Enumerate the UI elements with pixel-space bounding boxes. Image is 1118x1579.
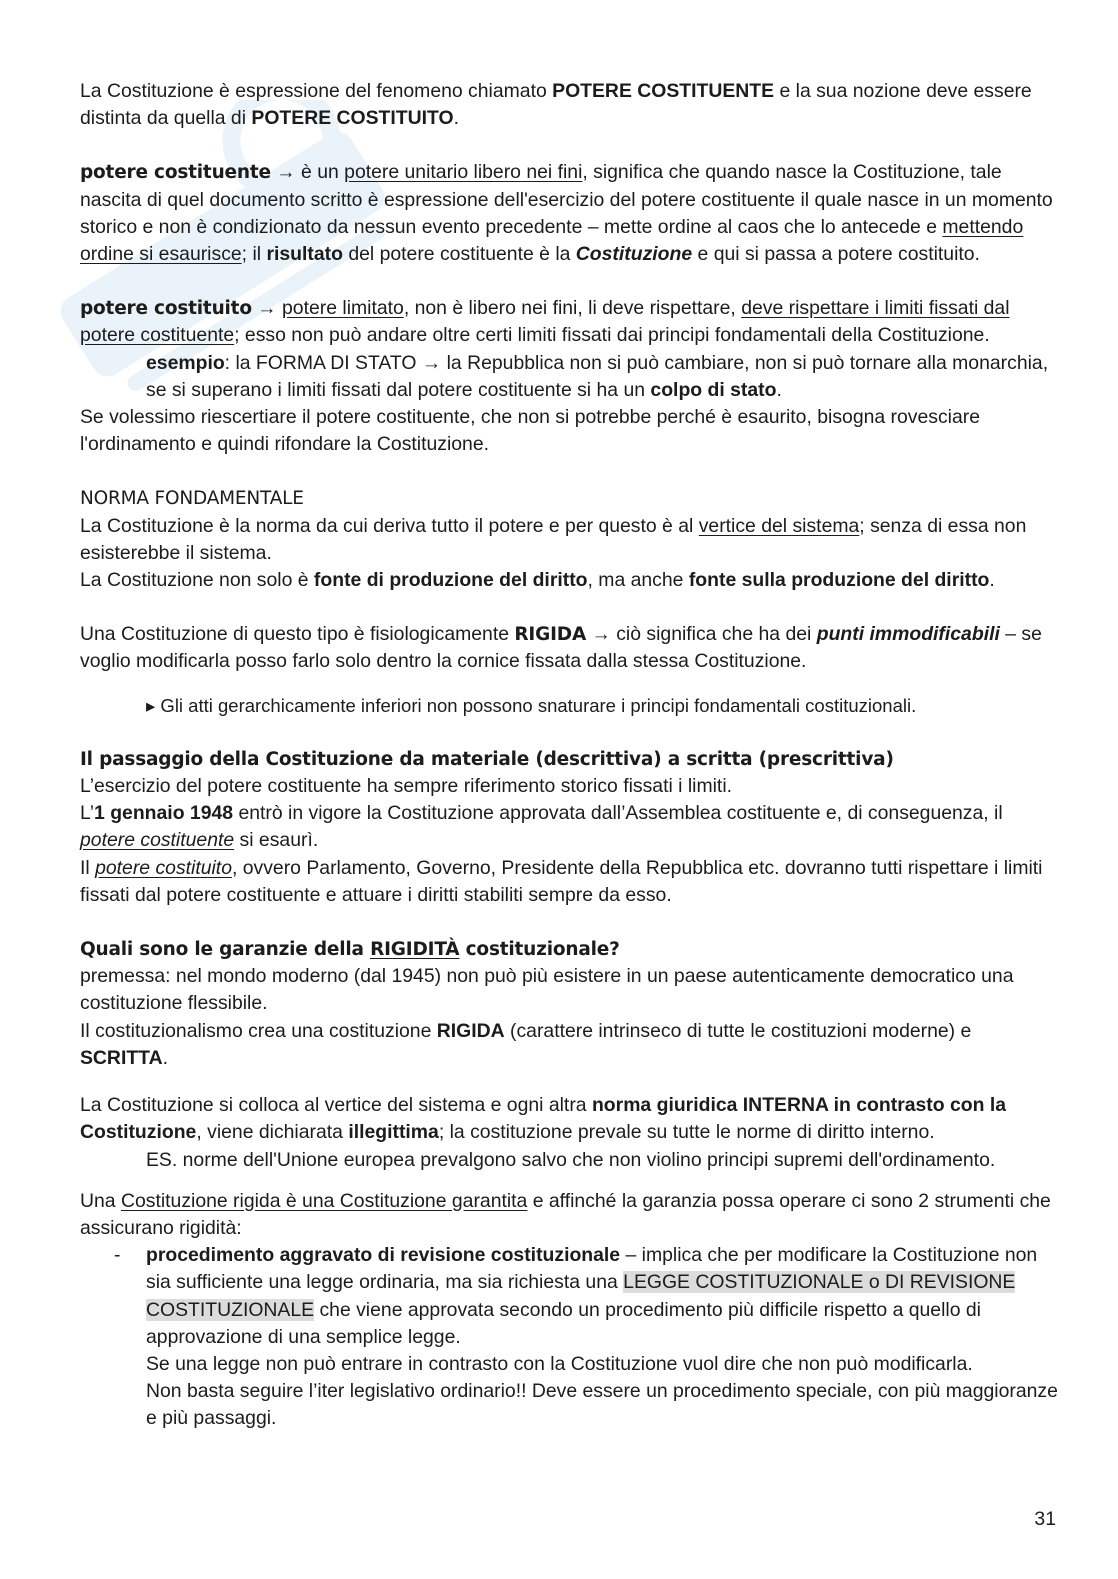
text: che viene approvata secondo un procedimento più difficile rispetto a quello di approvazione di una semplice legge.	[146, 1298, 981, 1348]
garanzie-heading	[80, 936, 1060, 963]
bold-text: risultato	[266, 243, 343, 266]
bold-text: SCRITTA	[80, 1046, 163, 1069]
term-label: potere costituente	[80, 162, 271, 184]
bold-text: colpo di stato	[650, 378, 777, 401]
text: .	[453, 107, 459, 130]
text: Una	[80, 1189, 121, 1212]
text: La Costituzione è la norma da cui deriva tutto il potere e per questo è al	[80, 514, 699, 537]
text: ; senza di essa non esisterebbe il sistema.	[80, 514, 1027, 564]
text: .	[776, 378, 782, 401]
potere-costituito-paragraph	[80, 295, 1060, 349]
underlined-text: vertice del sistema	[698, 514, 860, 537]
text: Il costituzionalismo crea una costituzione	[80, 1019, 437, 1042]
text: Il	[80, 856, 96, 879]
text: La Costituzione non solo è	[80, 569, 314, 592]
norma-paragraph	[80, 513, 1060, 567]
text: , significa che quando nasce la Costituzione, tale nascita di quel documento scritto è espressione dell'esercizio del potere costituente il quale nasce in un momento storico e non è condizionato da nessun evento precedente – mette ordine al caos che lo antecede e	[80, 161, 1053, 238]
costituito-paragraph	[80, 855, 1060, 909]
garantita-paragraph	[80, 1188, 1060, 1242]
text: – se voglio modificarla posso farlo solo dentro la cornice fissata dalla stessa Costituzione.	[80, 623, 1042, 673]
term-label: RIGIDA	[514, 624, 587, 646]
text: La Costituzione è espressione del fenomeno chiamato	[80, 80, 553, 102]
bold-text: POTERE COSTITUITO	[251, 107, 454, 130]
underlined-text: potere unitario libero nei fini	[344, 161, 583, 184]
text: si esaurì.	[234, 829, 319, 852]
text: (carattere intrinseco di tutte le costituzioni moderne) e	[504, 1019, 972, 1042]
bold-text: norma giuridica INTERNA in contrasto con la Costituzione	[80, 1094, 1007, 1144]
text: ; la costituzione prevale su tutte le norme di diritto interno.	[438, 1121, 935, 1144]
highlighted-text: LEGGE COSTITUZIONALE o DI REVISIONE COSTITUZIONALE	[146, 1271, 1016, 1321]
bold-text: fonte sulla produzione del diritto	[688, 569, 990, 592]
bold-text: procedimento aggravato di revisione costituzionale	[146, 1244, 621, 1267]
norma-fondamentale-heading: NORMA FONDAMENTALE	[80, 488, 304, 510]
text: e affinché la garanzia possa operare ci sono 2 strumenti che assicurano rigidità:	[80, 1189, 1051, 1239]
intro-paragraph	[80, 78, 1060, 132]
text: →	[251, 297, 283, 320]
fonte-paragraph	[80, 567, 1060, 594]
underlined-text: Costituzione rigida è una Costituzione garantita	[120, 1189, 528, 1212]
text: : la FORMA DI STATO → la Repubblica non si può cambiare, non si può tornare alla monarchia, se si superano i limiti fissati dal potere costituente si ha un	[146, 351, 1049, 401]
passaggio-heading: Il passaggio della Costituzione da materiale (descrittiva) a scritta (prescrittiva)	[80, 748, 894, 770]
underlined-text: RIGIDITÀ	[370, 939, 460, 961]
text: → è un	[270, 161, 345, 184]
underlined-text: deve rispettare i limiti fissati dal potere costituente	[80, 297, 1010, 347]
text: , non è libero nei fini, li deve rispettare,	[403, 297, 742, 320]
text: Quali sono le garanzie della	[80, 939, 371, 961]
text: La Costituzione si colloca al vertice del sistema e ogni altra	[80, 1094, 592, 1117]
potere-costituente-paragraph	[80, 159, 1060, 268]
list-item-text: Non basta seguire l’iter legislativo ordinario!! Deve essere un procedimento speciale, con più maggioranze e più passaggi.	[146, 1380, 1058, 1430]
text: costituzionale?	[459, 939, 620, 961]
text: → ciò significa che ha dei	[586, 623, 817, 646]
rigida-paragraph	[80, 621, 1060, 675]
bold-text: esempio	[146, 351, 225, 374]
page-content	[80, 78, 1060, 1433]
example-paragraph	[80, 350, 1060, 404]
underlined-text: mettendo ordine si esaurisce	[80, 215, 1024, 266]
rescertiare-paragraph: Se volessimo riescertiare il potere costituente, che non si potrebbe perché è esaurito, bisogna rovesciare l'ordinamento e quindi rifondare la Costituzione.	[80, 406, 980, 456]
bullet-item: ▸ Gli atti gerarchicamente inferiori non possono snaturare i principi fondamentali costituzionali.	[146, 694, 917, 716]
underlined-italic-text: potere costituito	[95, 856, 232, 879]
bold-italic-text: Costituzione	[575, 243, 693, 266]
bold-text: fonte di produzione del diritto	[313, 569, 588, 592]
list-item	[80, 1242, 1060, 1432]
esercizio-paragraph: L’esercizio del potere costituente ha sempre riferimento storico fissati i limiti.	[80, 775, 733, 798]
text: , ma anche	[587, 569, 689, 592]
text: del potere costituente è la	[342, 243, 576, 266]
page-number: 31	[1034, 1508, 1056, 1530]
text: .	[989, 569, 995, 592]
text: e la sua nozione deve essere distinta da quella di	[80, 80, 1032, 130]
dash-bullet: -	[114, 1244, 121, 1267]
text: – implica che per modificare la Costituzione non sia sufficiente una legge ordinaria, ma sia richiesta una	[146, 1244, 1038, 1294]
text: .	[162, 1046, 168, 1069]
term-label: potere costituito	[80, 298, 252, 320]
text: e qui si passa a potere costituito.	[692, 243, 980, 266]
bold-text: POTERE COSTITUENTE	[552, 80, 775, 102]
underlined-text: potere limitato	[282, 297, 404, 320]
text: , ovvero Parlamento, Governo, Presidente della Repubblica etc. dovranno tutti rispettare i limiti fissati dal potere costituente e attuare i diritti stabiliti sempre da esso.	[80, 856, 1043, 906]
vertice-paragraph	[80, 1092, 1060, 1146]
bold-text: 1 gennaio 1948	[94, 802, 234, 825]
list-item-text: Se una legge non può entrare in contrasto con la Costituzione vuol dire che non può modificarla.	[146, 1352, 973, 1375]
premessa-paragraph: premessa: nel mondo moderno (dal 1945) non può più esistere in un paese autenticamente democratico una costituzione flessibile.	[80, 965, 1014, 1015]
text: , viene dichiarata	[196, 1121, 349, 1144]
text: ; il	[241, 243, 267, 266]
example-ue-paragraph: ES. norme dell'Unione europea prevalgono salvo che non violino principi supremi dell'ordinamento.	[146, 1148, 996, 1171]
text: ; esso non può andare oltre certi limiti fissati dai principi fondamentali della Costituzione.	[234, 324, 990, 347]
costituzionalismo-paragraph	[80, 1018, 1060, 1072]
underlined-italic-text: potere costituente	[80, 829, 235, 852]
bold-text: illegittima	[348, 1121, 439, 1144]
text: L’	[80, 802, 95, 825]
text: Una Costituzione di questo tipo è fisiologicamente	[80, 623, 515, 646]
bold-text: RIGIDA	[436, 1019, 505, 1042]
bold-italic-text: punti immodificabili	[816, 623, 1000, 646]
list-item-text	[146, 1242, 1060, 1351]
text: entrò in vigore la Costituzione approvata dall’Assemblea costituente e, di conseguenza, il	[233, 802, 1003, 825]
gennaio-paragraph	[80, 800, 1060, 854]
